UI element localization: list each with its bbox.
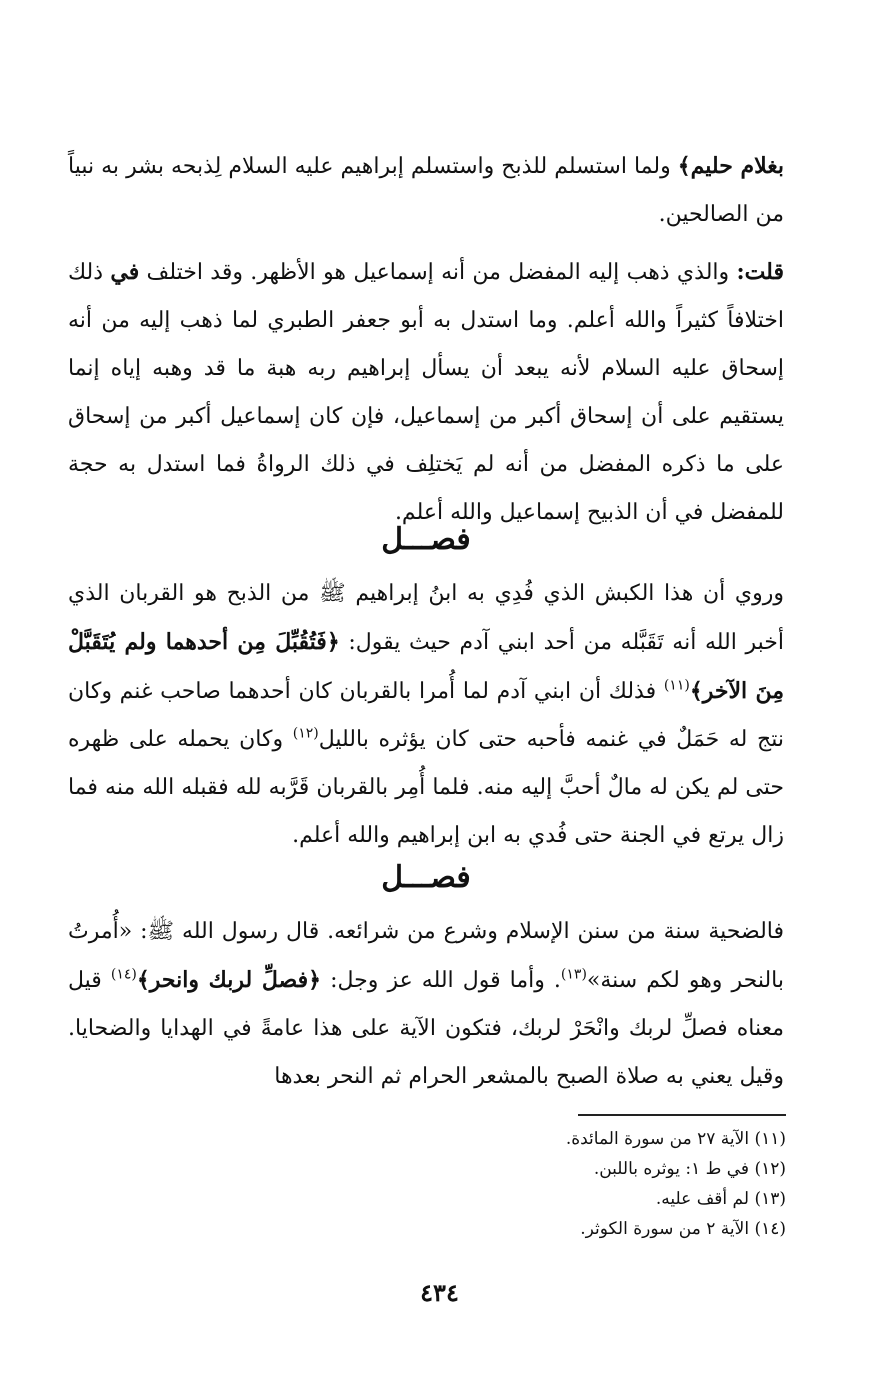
qultu-label: قلت: [736,259,784,285]
quran-verse: ﴿فَتُقُبِّلَ مِن أحدهما ولم يُتَقَبَّلْ مِنَ الآخر﴾ [68,629,785,704]
paragraph-text: ذلك اختلافاً كثيراً والله أعلم. وما استدل به أبو جعفر الطبري لما ذهب إليه من أنه إسحاق عليه السلام لأنه يبعد أن يسأل إبراهيم ربه هبة ما قد وهبه إياه إنما يستقيم على أن إسحاق أكبر من إسماعيل، فإن كان إسماعيل أكبر من إسحاق على ما ذكره المفضل من أنه لم يَختلِف في ذلك الرواةُ فما استدل به حجة للمفضل في أن الذبيح إسماعيل والله أعلم. [68,260,784,525]
footnote-ref-11: (١١) [663,677,690,694]
footnote-14: (١٤) الآية ٢ من سورة الكوثر. [580,1219,786,1239]
paragraph-text: وروي أن هذا الكبش الذي فُدِي به ابنُ إبراهيم ﷺ من الذبح هو القربان الذي أخبر الله أنه تَقَبَّله من أحد ابني آدم حيث يقول: [68,581,784,655]
quran-verse-ending: بغلام حليم﴾ [677,153,785,179]
page-number: ٤٣٤ [420,1278,459,1307]
paragraph-sacrifice [68,908,784,1101]
paragraph-qultu [68,248,784,537]
footnote-divider [578,1114,786,1116]
footnotes-list [300,1124,786,1244]
paragraph-text: . وأما قول الله عز وجل: [321,968,561,993]
section-heading-fasl: فصـــل [381,522,471,557]
paragraph-continuation [68,142,784,239]
footnote-12: (١٢) في ط ١: يوثره باللبن. [593,1159,786,1179]
footnote-ref-12: (١٢) [292,725,319,742]
paragraph-text: وكان يحمله على ظهره حتى لم يكن له مالٌ أحبَّ إليه منه. فلما أُمِر بالقربان قَرَّبه لله فقبله الله منه فما زال يرتع في الجنة حتى فُدي به ابن إبراهيم والله أعلم. [68,727,784,848]
paragraph-text: فذلك أن ابني آدم لما أُمرا بالقربان كان أحدهما صاحب غنم وكان نتج له حَمَلٌ في غنمه فأحبه حتى كان يؤثره بالليل [68,679,784,752]
paragraph-ram-story [68,570,784,860]
footnote-ref-14: (١٤) [110,966,137,983]
section-heading-fasl: فصـــل [381,860,471,895]
paragraph-text: والذي ذهب إليه المفضل من أنه إسماعيل هو الأظهر. وقد اختلف [139,260,737,285]
paragraph-text: قيل معناه فصلِّ لربك وانْحَرْ لربك، فتكون الآية على هذا عامةً في الهدايا والضحايا. وقيل يعني به صلاة الصبح بالمشعر الحرام ثم النحر بعدها [68,968,784,1089]
footnote-ref-13: (١٣) [560,966,587,983]
paragraph-text: ولما استسلم للذبح واستسلم إبراهيم عليه السلام لِذبحه بشر به نبياً من الصالحين. [68,154,784,227]
paragraph-text: فالضحية سنة من سنن الإسلام وشرع من شرائعه. قال رسول الله ﷺ: «أُمرتُ بالنحر وهو لكم سنة» [68,919,784,993]
footnote-13: (١٣) لم أقف عليه. [655,1189,786,1209]
bold-word: في [110,259,140,285]
footnote-11: (١١) الآية ٢٧ من سورة المائدة. [565,1129,786,1149]
quran-verse: ﴿فصلِّ لربك وانحر﴾ [136,967,322,993]
